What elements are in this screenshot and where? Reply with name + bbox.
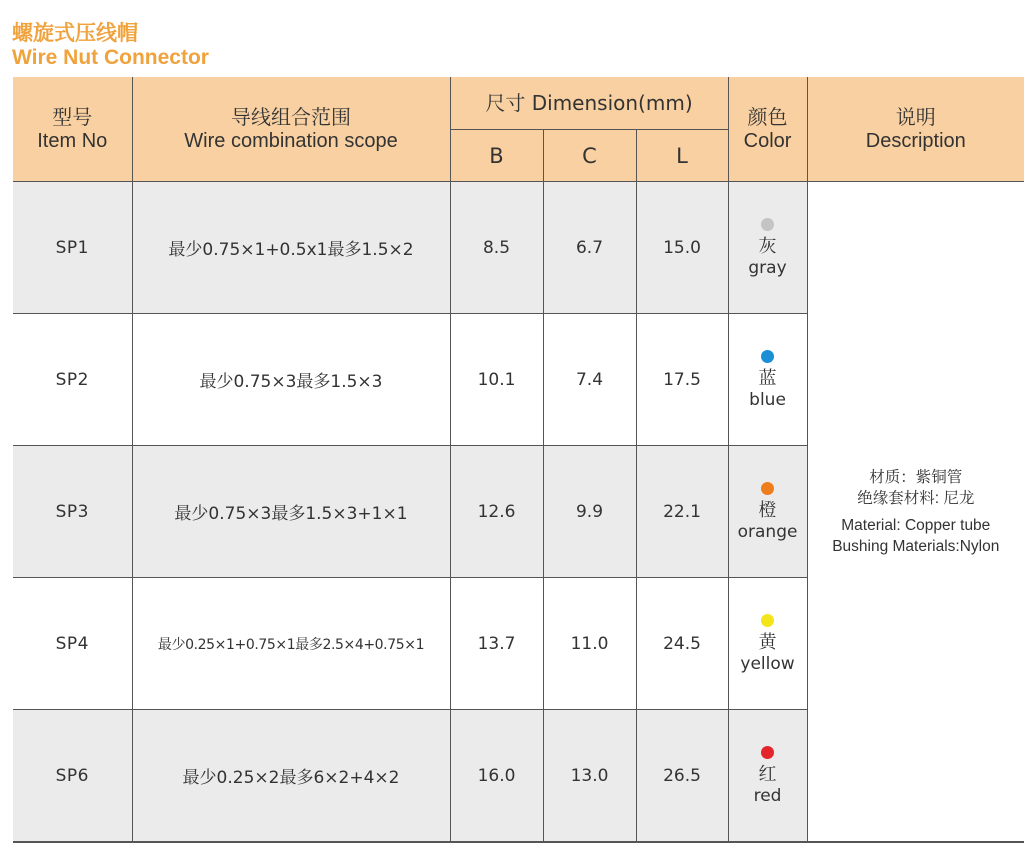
desc-bushing-cn: 绝缘套材料: 尼龙 <box>857 489 975 507</box>
color-name-cn: 灰 <box>758 235 777 257</box>
color-name-en: yellow <box>740 653 795 674</box>
description-cell <box>807 182 1024 843</box>
wire-scope-cell: 最少0.75×1+0.5x1最多1.5×2 <box>132 182 450 314</box>
desc-bushing-en: Bushing Materials:Nylon <box>832 537 1000 555</box>
color-cell <box>728 710 807 843</box>
header-dim-b: B <box>450 130 543 182</box>
table-row <box>13 182 1024 314</box>
color-name-cn: 黄 <box>758 631 777 653</box>
wire-scope-cell: 最少0.75×3最多1.5×3+1×1 <box>132 446 450 578</box>
desc-material-cn: 材质：紫铜管 <box>869 468 963 486</box>
gray-dot-icon <box>761 218 774 231</box>
color-cell <box>728 578 807 710</box>
color-name-cn: 蓝 <box>758 367 777 389</box>
dim-l-cell: 24.5 <box>636 578 728 710</box>
red-dot-icon <box>761 746 774 759</box>
color-name-cn: 橙 <box>758 499 777 521</box>
header-color-en: Color <box>743 130 792 152</box>
dim-l-cell: 17.5 <box>636 314 728 446</box>
header-item-en: Item No <box>37 130 108 152</box>
header-desc-en: Description <box>865 130 966 152</box>
header-item-cn: 型号 <box>52 105 93 129</box>
header-description <box>807 77 1024 182</box>
dim-l-cell: 26.5 <box>636 710 728 843</box>
dim-b-cell: 12.6 <box>450 446 543 578</box>
page-title-chinese: 螺旋式压线帽 <box>12 21 138 45</box>
dim-c-cell: 6.7 <box>543 182 636 314</box>
dim-c-cell: 11.0 <box>543 578 636 710</box>
header-dimension-label: 尺寸 Dimension(mm) <box>485 91 693 115</box>
header-wire-scope <box>132 77 450 182</box>
table-body <box>13 182 1024 843</box>
dim-l-cell: 22.1 <box>636 446 728 578</box>
dim-c-cell: 7.4 <box>543 314 636 446</box>
header-item-no <box>13 77 132 182</box>
spec-table <box>13 77 1024 843</box>
dim-b-cell: 13.7 <box>450 578 543 710</box>
color-name-en: gray <box>748 257 787 278</box>
header-color <box>728 77 807 182</box>
dim-b-cell: 8.5 <box>450 182 543 314</box>
header-scope-en: Wire combination scope <box>184 130 398 152</box>
page-title-english: Wire Nut Connector <box>12 46 209 69</box>
header-desc-cn: 说明 <box>895 105 936 129</box>
item-no-cell: SP2 <box>13 314 132 446</box>
dim-b-cell: 16.0 <box>450 710 543 843</box>
desc-material-en: Material: Copper tube <box>841 516 991 534</box>
color-name-en: red <box>753 785 782 806</box>
item-no-cell: SP6 <box>13 710 132 843</box>
item-no-cell: SP3 <box>13 446 132 578</box>
yellow-dot-icon <box>761 614 774 627</box>
color-name-en: blue <box>749 389 786 410</box>
dim-c-cell: 13.0 <box>543 710 636 843</box>
blue-dot-icon <box>761 350 774 363</box>
header-dim-c: C <box>543 130 636 182</box>
color-cell <box>728 182 807 314</box>
table-header <box>13 77 1024 182</box>
color-name-en: orange <box>737 521 798 542</box>
item-no-cell: SP4 <box>13 578 132 710</box>
color-cell <box>728 446 807 578</box>
header-dimension <box>450 77 728 130</box>
dim-c-cell: 9.9 <box>543 446 636 578</box>
wire-scope-cell: 最少0.25×2最多6×2+4×2 <box>132 710 450 843</box>
color-name-cn: 红 <box>758 763 777 785</box>
item-no-cell: SP1 <box>13 182 132 314</box>
header-dim-l: L <box>636 130 728 182</box>
color-cell <box>728 314 807 446</box>
dim-b-cell: 10.1 <box>450 314 543 446</box>
header-scope-cn: 导线组合范围 <box>231 105 351 129</box>
wire-scope-cell: 最少0.75×3最多1.5×3 <box>132 314 450 446</box>
header-color-cn: 颜色 <box>747 105 788 129</box>
orange-dot-icon <box>761 482 774 495</box>
dim-l-cell: 15.0 <box>636 182 728 314</box>
wire-scope-cell: 最少0.25×1+0.75×1最多2.5×4+0.75×1 <box>132 578 450 710</box>
